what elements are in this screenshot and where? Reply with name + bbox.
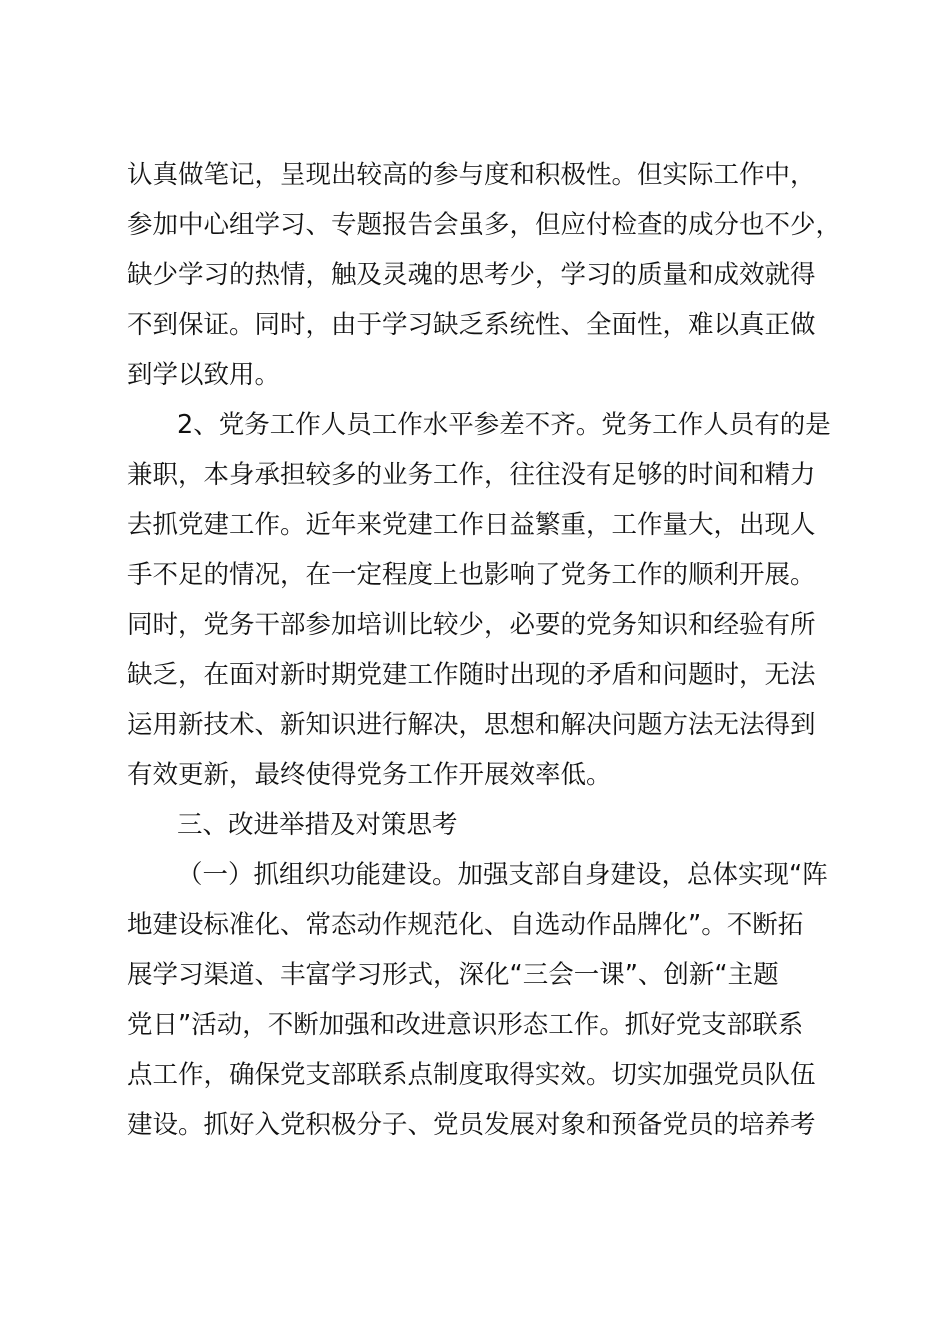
text-line-3: 缺少学习的热情，触及灵魂的思考少，学习的质量和成效就得 bbox=[127, 260, 816, 290]
text-line-11: 缺乏，在面对新时期党建工作随时出现的矛盾和问题时，无法 bbox=[127, 660, 816, 690]
paragraph-2-start: 2、党务工作人员工作水平参差不齐。党务工作人员有的是 bbox=[177, 410, 831, 440]
text-line-9: 手不足的情况，在一定程度上也影响了党务工作的顺利开展。 bbox=[127, 560, 816, 590]
text-line-2: 参加中心组学习、专题报告会虽多，但应付检查的成分也不少， bbox=[127, 210, 842, 240]
text-line-20: 建设。抓好入党积极分子、党员发展对象和预备党员的培养考 bbox=[127, 1110, 816, 1140]
text-line-8: 去抓党建工作。近年来党建工作日益繁重，工作量大，出现人 bbox=[127, 510, 816, 540]
text-line-5: 到学以致用。 bbox=[127, 360, 281, 390]
paragraph-section-1-start: （一）抓组织功能建设。加强支部自身建设，总体实现“阵 bbox=[177, 860, 828, 890]
text-line-19: 点工作，确保党支部联系点制度取得实效。切实加强党员队伍 bbox=[127, 1060, 816, 1090]
text-line-7: 兼职，本身承担较多的业务工作，往往没有足够的时间和精力 bbox=[127, 460, 816, 490]
text-line-1: 认真做笔记，呈现出较高的参与度和积极性。但实际工作中， bbox=[127, 160, 816, 190]
text-line-17: 展学习渠道、丰富学习形式，深化“三会一课”、创新“主题 bbox=[127, 960, 779, 990]
text-line-16: 地建设标准化、常态动作规范化、自选动作品牌化”。不断拓 bbox=[127, 910, 804, 940]
text-line-4: 不到保证。同时，由于学习缺乏系统性、全面性，难以真正做 bbox=[127, 310, 816, 340]
text-line-10: 同时，党务干部参加培训比较少，必要的党务知识和经验有所 bbox=[127, 610, 816, 640]
document-page bbox=[127, 150, 842, 1150]
text-line-12: 运用新技术、新知识进行解决，思想和解决问题方法无法得到 bbox=[127, 710, 816, 740]
text-line-18: 党日”活动，不断加强和改进意识形态工作。抓好党支部联系 bbox=[127, 1010, 804, 1040]
text-line-13: 有效更新，最终使得党务工作开展效率低。 bbox=[127, 760, 612, 790]
section-heading: 三、改进举措及对策思考 bbox=[177, 810, 458, 840]
